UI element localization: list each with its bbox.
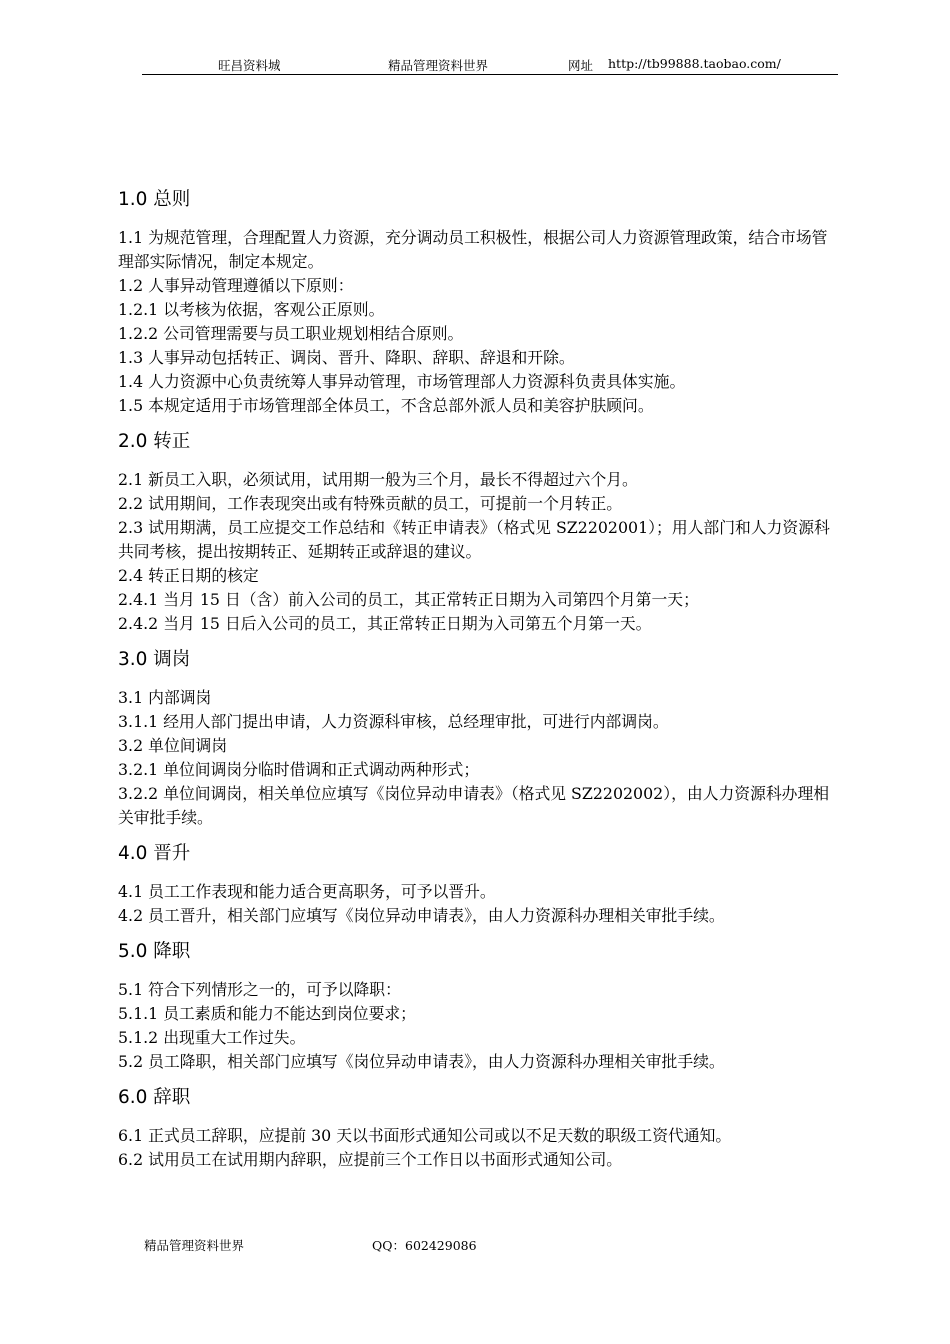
paragraph: 2.4.2 当月 15 日后入公司的员工，其正常转正日期为入司第五个月第一天。 — [118, 614, 652, 633]
section-general — [118, 186, 843, 418]
document-body — [118, 186, 843, 1172]
paragraph: 3.2.2 单位间调岗，相关单位应填写《岗位异动申请表》（格式见 SZ2202002），由人力资源科办理相关审批手续。 — [118, 784, 830, 827]
paragraph: 4.2 员工晋升，相关部门应填写《岗位异动申请表》，由人力资源科办理相关审批手续。 — [118, 906, 725, 925]
header-url-link[interactable]: http://tb99888.taobao.com/ — [608, 56, 781, 71]
paragraph: 1.3 人事异动包括转正、调岗、晋升、降职、辞职、辞退和开除。 — [118, 348, 575, 367]
section-title: 1.0 总则 — [118, 189, 191, 210]
paragraph: 2.3 试用期满，员工应提交工作总结和《转正申请表》（格式见 SZ2202001）；用人部门和人力资源科共同考核，提出按期转正、延期转正或辞退的建议。 — [118, 518, 830, 561]
header-url-label: 网址 — [568, 58, 594, 73]
section-title: 3.0 调岗 — [118, 649, 191, 670]
paragraph: 5.1 符合下列情形之一的，可予以降职： — [118, 980, 401, 999]
header-slogan: 精品管理资料世界 — [388, 58, 489, 73]
paragraph: 1.2.1 以考核为依据，客观公正原则。 — [118, 300, 385, 319]
paragraph: 5.1.1 员工素质和能力不能达到岗位要求； — [118, 1004, 416, 1023]
section-title: 4.0 晋升 — [118, 843, 191, 864]
section-demotion — [118, 938, 843, 1074]
paragraph: 3.2.1 单位间调岗分临时借调和正式调动两种形式； — [118, 760, 480, 779]
paragraph: 3.1.1 经用人部门提出申请，人力资源科审核，总经理审批，可进行内部调岗。 — [118, 712, 669, 731]
section-title: 6.0 辞职 — [118, 1087, 191, 1108]
paragraph: 3.2 单位间调岗 — [118, 736, 228, 755]
paragraph: 1.1 为规范管理，合理配置人力资源，充分调动员工积极性，根据公司人力资源管理政策，结合市场管理部实际情况，制定本规定。 — [118, 228, 828, 271]
section-promotion — [118, 840, 843, 928]
paragraph: 4.1 员工工作表现和能力适合更高职务，可予以晋升。 — [118, 882, 496, 901]
footer-qq: QQ：602429086 — [372, 1238, 477, 1253]
section-resignation — [118, 1084, 843, 1172]
header-site-name: 旺昌资料城 — [218, 58, 281, 73]
section-transfer — [118, 646, 843, 830]
paragraph: 2.4.1 当月 15 日（含）前入公司的员工，其正常转正日期为入司第四个月第一天； — [118, 590, 699, 609]
section-confirmation — [118, 428, 843, 636]
footer-slogan: 精品管理资料世界 — [144, 1238, 245, 1253]
paragraph: 2.2 试用期间，工作表现突出或有特殊贡献的员工，可提前一个月转正。 — [118, 494, 623, 513]
paragraph: 3.1 内部调岗 — [118, 688, 212, 707]
paragraph: 2.1 新员工入职，必须试用，试用期一般为三个月，最长不得超过六个月。 — [118, 470, 638, 489]
paragraph: 1.4 人力资源中心负责统筹人事异动管理，市场管理部人力资源科负责具体实施。 — [118, 372, 686, 391]
section-title: 5.0 降职 — [118, 941, 191, 962]
paragraph: 2.4 转正日期的核定 — [118, 566, 259, 585]
paragraph: 1.2.2 公司管理需要与员工职业规划相结合原则。 — [118, 324, 464, 343]
section-title: 2.0 转正 — [118, 431, 191, 452]
paragraph: 5.2 员工降职，相关部门应填写《岗位异动申请表》，由人力资源科办理相关审批手续。 — [118, 1052, 725, 1071]
page-header — [142, 54, 838, 75]
paragraph: 1.5 本规定适用于市场管理部全体员工，不含总部外派人员和美容护肤顾问。 — [118, 396, 654, 415]
paragraph: 6.2 试用员工在试用期内辞职，应提前三个工作日以书面形式通知公司。 — [118, 1150, 623, 1169]
paragraph: 1.2 人事异动管理遵循以下原则： — [118, 276, 354, 295]
paragraph: 6.1 正式员工辞职，应提前 30 天以书面形式通知公司或以不足天数的职级工资代通知。 — [118, 1126, 732, 1145]
paragraph: 5.1.2 出现重大工作过失。 — [118, 1028, 306, 1047]
